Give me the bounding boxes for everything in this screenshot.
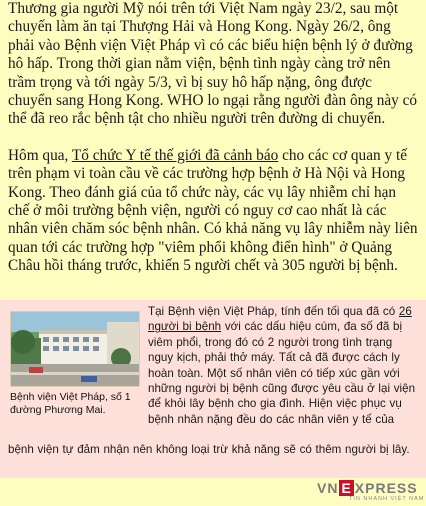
box-text-intro: Tại Bệnh viện Việt Pháp, tính đến tối qua đã có xyxy=(148,305,399,318)
photo-caption: Bệnh viện Việt Pháp, số 1 đường Phương Mai. xyxy=(10,391,131,416)
article-paragraph-2 xyxy=(8,147,418,276)
paragraph-2-body: cho các cơ quan y tế trên phạm vi toàn cầu về các trường hợp bệnh ở Hà Nội và Hong Kong. Theo đánh giá của tổ chức này, các vụ lây nhiễm chỉ hạn chế ở môi trường bệnh viện, người có nguy cơ cao nhất là các nhân viên chăm sóc bệnh nhân. Có khả năng vụ lây nhiễm này liên quan tới các trường hợp "viêm phổi không điển hình" ở Quảng Châu hồi tháng trước, khiến 5 người chết và 305 người bị bệnh. xyxy=(8,146,418,275)
vnexpress-logo xyxy=(317,480,426,506)
logo-part-xpress: XPRESS xyxy=(354,480,418,496)
logo-part-vn: VN xyxy=(317,480,339,496)
logo-tagline: TIN NHANH VIỆT NAM xyxy=(349,496,425,502)
box-text xyxy=(148,304,420,427)
hospital-photo xyxy=(10,311,140,387)
patients-link[interactable]: 26 người bị bệnh xyxy=(148,305,412,334)
paragraph-2-intro: Hôm qua, xyxy=(8,146,72,164)
hospital-figure xyxy=(10,311,144,417)
article-body xyxy=(8,0,418,294)
box-text-body: với các dấu hiệu cúm, đa số đã bị viêm phổi, trong đó có 2 người trong tình trạng nguy kịch, phải thở máy. Tất cả đã được cách ly hoàn toàn. Một số nhân viên có tiếp xúc gần với những người bị bệnh cũng được yêu cầu ở lại viện để khỏi lây bệnh cho gia đình. Hiện việc phục vụ bệnh nhân nặng đều do các nhân viên y tế của xyxy=(148,320,416,426)
hospital-building-image xyxy=(11,312,139,386)
box-text-continued: bệnh viện tự đảm nhận nên không loại trừ khả năng sẽ có thêm người bị lây. xyxy=(8,443,410,456)
article-paragraph-1: Thương gia người Mỹ nói trên tới Việt Nam ngày 23/2, sau một chuyến làm ăn tại Thượng Hải và Hong Kong. Ngày 26/2, ông phải vào Bệnh viện Việt Pháp vì có các biểu hiện bệnh lý ở đường hô hấp. Trong thời gian nằm viện, bệnh tình ngày càng trở nên trầm trọng và tới ngày 5/3, vì bị suy hô hấp nặng, ông được chuyển sang Hong Kong. WHO lo ngại rằng người đàn ông này có thể đã reo rắc bệnh tật cho nhiều người trên đường di chuyển. xyxy=(8,0,418,128)
who-warning-link[interactable]: Tổ chức Y tế thế giới đã cảnh báo xyxy=(71,146,279,164)
logo-part-e: E xyxy=(341,480,352,496)
logo-wordmark xyxy=(317,480,426,496)
